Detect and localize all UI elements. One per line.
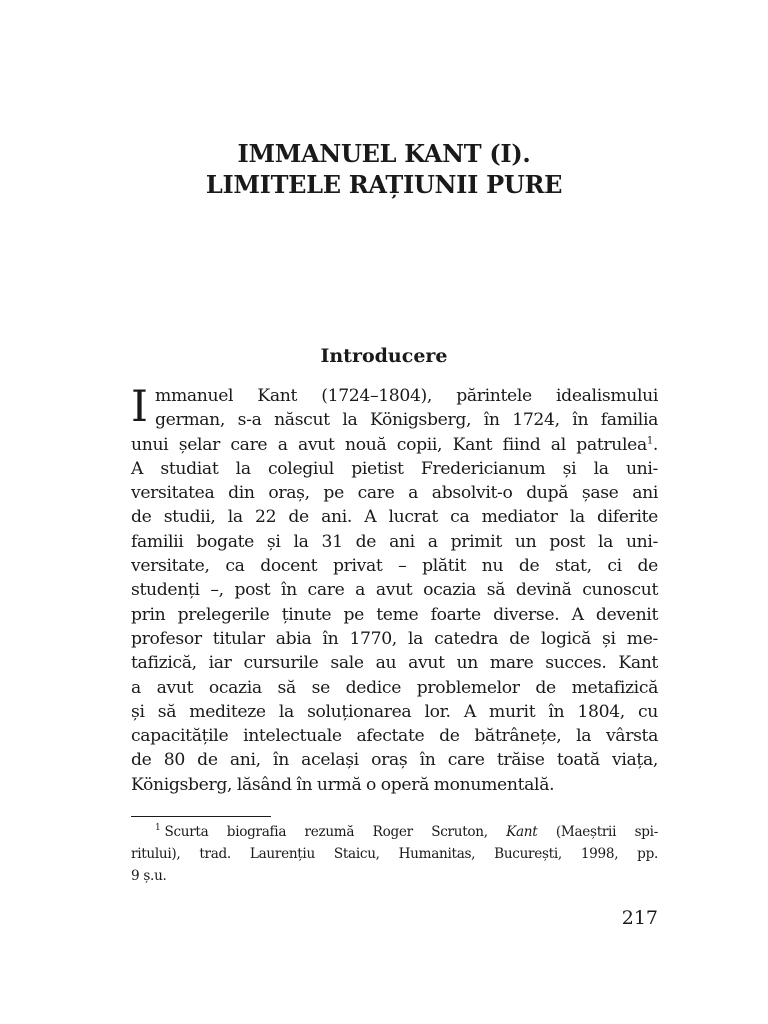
footnote <box>131 821 658 887</box>
footnote-line-2: ritului), trad. Laurențiu Staicu, Humanitas, București, 1998, pp. <box>131 846 658 862</box>
footnote-divider <box>131 816 271 817</box>
footnote-text-before: Scurta biografia rezumă Roger Scruton, <box>164 824 507 840</box>
footnote-reference[interactable]: 1 <box>646 434 653 446</box>
paragraph-line-6: de studii, la 22 de ani. A lucrat ca mediator la diferite <box>131 507 658 528</box>
drop-cap: I <box>131 382 148 432</box>
paragraph-line-14: și să mediteze la soluționarea lor. A murit în 1804, cu <box>131 701 658 722</box>
footnote-text-after: (Maeștrii spi- <box>537 824 658 840</box>
paragraph-line-16: de 80 de ani, în același oraș în care trăise toată viața, <box>131 750 658 771</box>
paragraph-line-7: familii bogate și la 31 de ani a primit un post la uni- <box>131 531 658 552</box>
paragraph-line-13: a avut ocazia să se dedice problemelor de metafizică <box>131 677 658 698</box>
chapter-title <box>110 138 658 200</box>
paragraph-line-12: tafizică, iar cursurile sale au avut un mare succes. Kant <box>131 653 658 674</box>
paragraph-line-2: german, s-a născut la Königsberg, în 1724, în familia <box>155 410 658 431</box>
paragraph-line-10: prin prelegerile ținute pe teme foarte diverse. A devenit <box>131 604 658 625</box>
chapter-title-line-2: LIMITELE RAȚIUNII PURE <box>205 170 563 199</box>
footnote-line-1 <box>131 821 658 843</box>
chapter-title-line-1: IMMANUEL KANT (I). <box>237 139 531 168</box>
paragraph-line-5: versitatea din oraș, pe care a absolvit-o după șase ani <box>131 483 658 504</box>
paragraph-line-3-tail: . <box>652 434 658 455</box>
section-heading: Introducere <box>320 345 448 367</box>
paragraph-line-3 <box>131 433 658 457</box>
paragraph-line-3-text: unui șelar care a avut nouă copii, Kant fiind al patrulea <box>131 434 647 455</box>
paragraph-line-17: Königsberg, lăsând în urmă o operă monumentală. <box>131 774 555 795</box>
paragraph-line-1-text: mmanuel Kant (1724–1804), părintele idealismului <box>155 386 658 406</box>
paragraph-line-9: studenți –, post în care a avut ocazia să devină cunoscut <box>131 580 658 601</box>
page-number: 217 <box>621 907 658 929</box>
paragraph-line-8: versitate, ca docent privat – plătit nu de stat, ci de <box>131 556 658 577</box>
body-paragraph <box>131 384 658 797</box>
footnote-line-3: 9 ș.u. <box>131 868 167 884</box>
footnote-mark: 1 <box>155 823 161 834</box>
paragraph-line-4: A studiat la colegiul pietist Fredericianum și la uni- <box>131 458 658 479</box>
footnote-book-title: Kant <box>506 824 538 840</box>
paragraph-line-11: profesor titular abia în 1770, la catedra de logică și me- <box>131 628 658 649</box>
paragraph-line-15: capacitățile intelectuale afectate de bătrânețe, la vârsta <box>131 726 658 747</box>
